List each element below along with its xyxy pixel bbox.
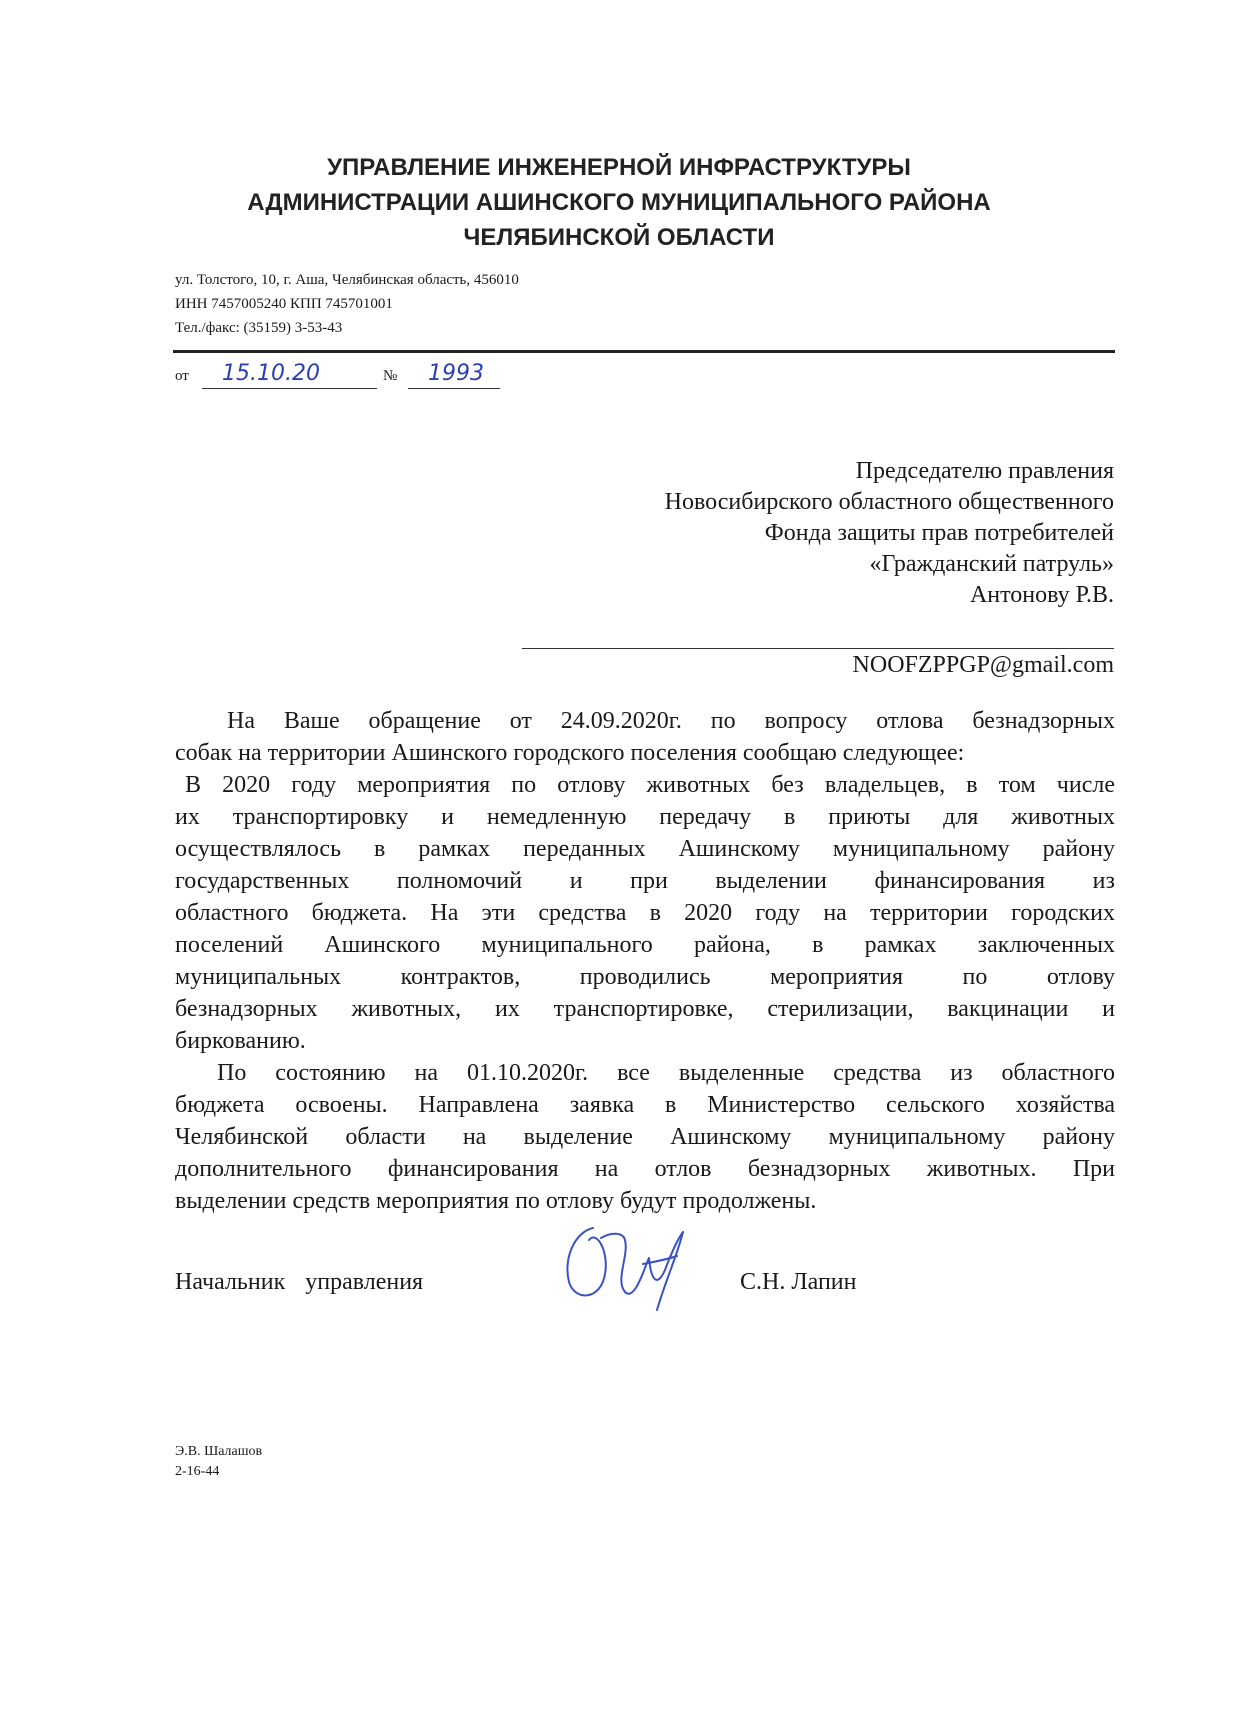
- executor-block: [175, 1442, 262, 1482]
- body-line: По состоянию на 01.10.2020г. все выделенные средства из областного: [217, 1060, 1115, 1086]
- handwritten-signature: [553, 1210, 703, 1320]
- body-line: дополнительного финансирования на отлов безнадзорных животных. При: [175, 1156, 1115, 1182]
- signatory-position: Начальник управления: [175, 1269, 424, 1295]
- recipient-line: Фонда защиты прав потребителей: [764, 520, 1114, 546]
- body-line: областного бюджета. На эти средства в 2020 году на территории городских: [175, 900, 1115, 926]
- letterhead-title: [0, 150, 1238, 255]
- body-line: государственных полномочий и при выделении финансирования из: [175, 868, 1115, 894]
- body-line: собак на территории Ашинского городского поселения сообщаю следующее:: [175, 740, 965, 766]
- recipient-line: «Гражданский патруль»: [869, 551, 1114, 577]
- handwritten-date: 15.10.20: [222, 361, 320, 386]
- recipient-line: Антонову Р.В.: [969, 582, 1114, 608]
- letterhead-requisites: [175, 268, 519, 340]
- body-line: Челябинской области на выделение Ашинскому муниципальному району: [175, 1124, 1115, 1150]
- recipient-email: NOOFZPPGP@gmail.com: [852, 652, 1114, 678]
- recipient-line: Председателю правления: [855, 458, 1114, 484]
- body-line: На Ваше обращение от 24.09.2020г. по вопросу отлова безнадзорных: [227, 708, 1115, 734]
- body-line: выделении средств мероприятия по отлову будут продолжены.: [175, 1188, 817, 1214]
- number-field: [408, 360, 500, 389]
- body-line: бюджета освоены. Направлена заявка в Министерство сельского хозяйства: [175, 1092, 1115, 1118]
- body-line: безнадзорных животных, их транспортировке, стерилизации, вакцинации и: [175, 996, 1115, 1022]
- org-address: ул. Толстого, 10, г. Аша, Челябинская область, 456010: [175, 272, 519, 288]
- paragraph-3: [175, 1057, 1115, 1217]
- recipient-block: [665, 456, 1114, 611]
- paragraph-1: [175, 705, 1115, 769]
- org-name-line-2: АДМИНИСТРАЦИИ АШИНСКОГО МУНИЦИПАЛЬНОГО РАЙОНА: [247, 189, 991, 216]
- body-line: В 2020 году мероприятия по отлову животных без владельцев, в том числе: [185, 772, 1115, 798]
- body-line: их транспортировку и немедленную передачу в приюты для животных: [175, 804, 1115, 830]
- date-label: от: [175, 368, 189, 384]
- executor-phone: 2-16-44: [175, 1464, 220, 1479]
- recipient-line: Новосибирского областного общественного: [664, 489, 1114, 515]
- body-line: муниципальных контрактов, проводились мероприятия по отлову: [175, 964, 1115, 990]
- executor-name: Э.В. Шалашов: [175, 1444, 263, 1459]
- org-inn-kpp: ИНН 7457005240 КПП 745701001: [175, 296, 393, 312]
- body-line: осуществлялось в рамках переданных Ашинскому муниципальному району: [175, 836, 1115, 862]
- org-name-line-1: УПРАВЛЕНИЕ ИНЖЕНЕРНОЙ ИНФРАСТРУКТУРЫ: [327, 154, 911, 181]
- letterhead-divider: [173, 350, 1115, 353]
- date-field: [202, 360, 377, 389]
- number-label: №: [383, 368, 398, 384]
- handwritten-number: 1993: [428, 361, 484, 386]
- org-name-line-3: ЧЕЛЯБИНСКОЙ ОБЛАСТИ: [463, 224, 775, 251]
- recipient-divider: [522, 648, 1114, 649]
- paragraph-2: [175, 769, 1115, 1057]
- org-phone: Тел./факс: (35159) 3-53-43: [175, 320, 343, 336]
- body-line: поселений Ашинского муниципального района, в рамках заключенных: [175, 932, 1115, 958]
- body-line: биркованию.: [175, 1028, 306, 1054]
- signatory-name: С.Н. Лапин: [740, 1269, 857, 1295]
